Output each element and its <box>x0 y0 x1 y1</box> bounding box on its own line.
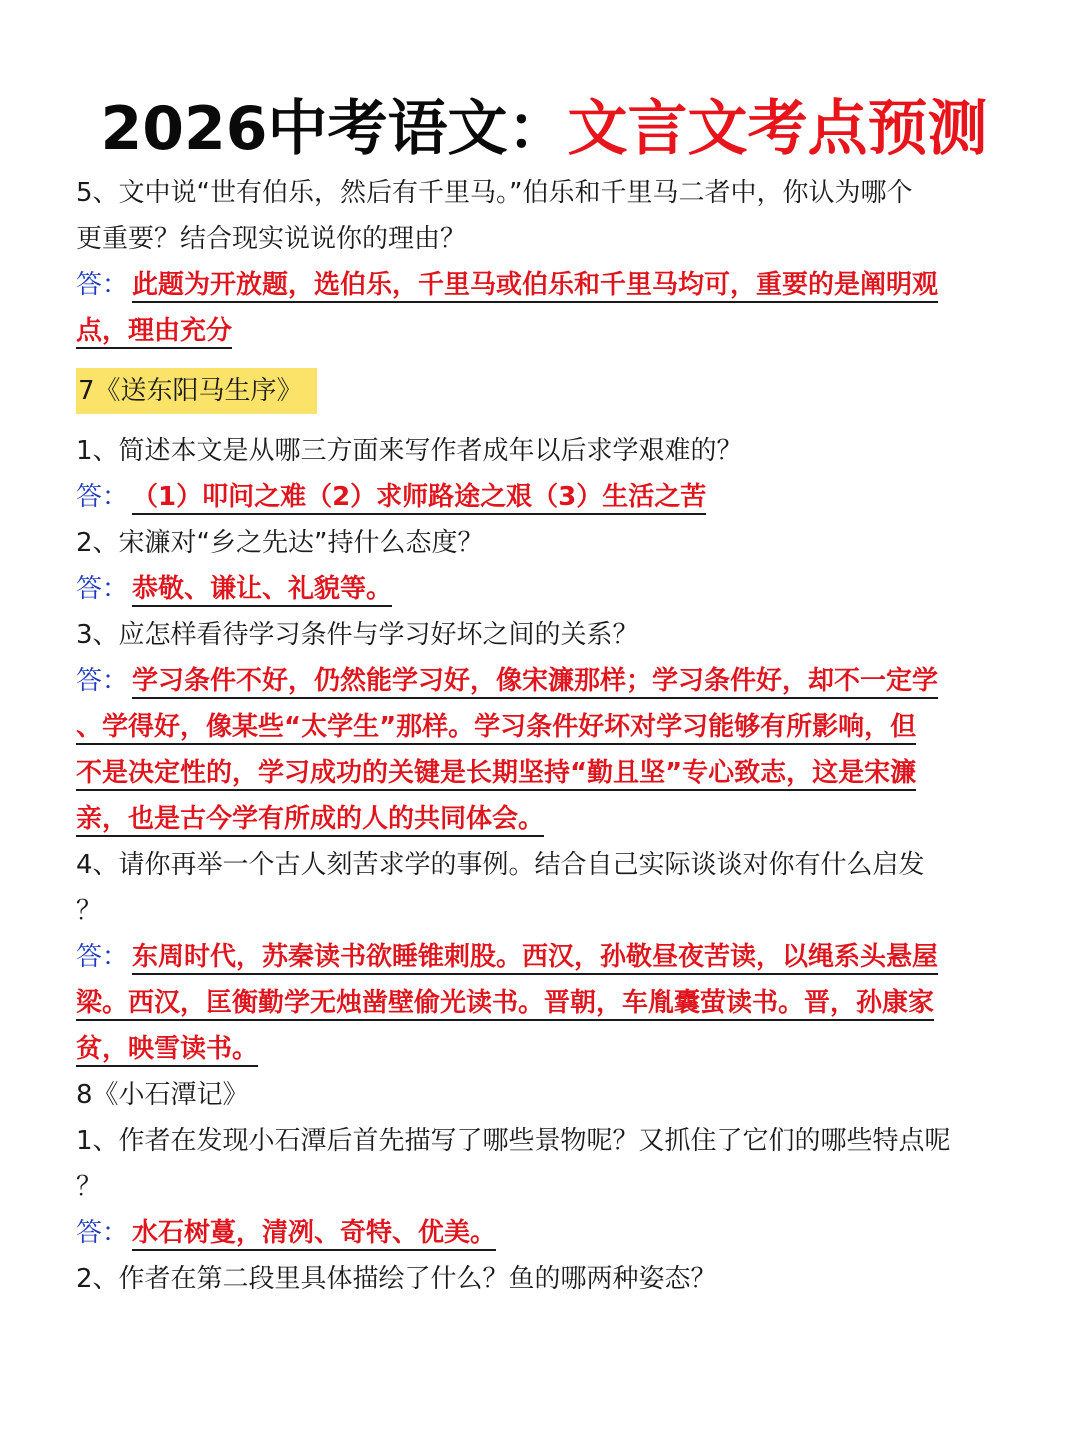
answer-line <box>76 308 1012 354</box>
answer-text: 梁。西汉，匡衡勤学无烛凿壁偷光读书。晋朝，车胤囊萤读书。晋，孙康家 <box>76 988 934 1021</box>
question-line: 4、请你再举一个古人刻苦求学的事例。结合自己实际谈谈对你有什么启发 <box>76 850 925 880</box>
section-header-7 <box>76 368 1012 414</box>
answer-line <box>76 934 1012 980</box>
answer-text: 、学得好，像某些“太学生”那样。学习条件好坏对学习能够有所影响，但 <box>76 712 916 745</box>
answer-label: 答： <box>76 1218 129 1248</box>
question-line: 5、文中说“世有伯乐，然后有千里马。”伯乐和千里马二者中，你认为哪个 <box>76 178 913 208</box>
answer-label: 答： <box>76 942 129 972</box>
answer-text: 贫，映雪读书。 <box>76 1034 258 1067</box>
answer-text: 亲，也是古今学有所成的人的共同体会。 <box>76 804 544 837</box>
answer-line <box>76 1210 1012 1256</box>
question-line: 1、简述本文是从哪三方面来写作者成年以后求学艰难的？ <box>76 436 743 466</box>
title-red-part: 文言文考点预测 <box>567 94 988 164</box>
answer-label: 答： <box>76 482 129 512</box>
answer-line <box>76 474 1012 520</box>
page-title <box>76 0 1012 170</box>
answer-label: 答： <box>76 666 129 696</box>
question-line: 更重要？结合现实说说你的理由？ <box>76 224 467 254</box>
section-title: 8《小石潭记》 <box>76 1080 249 1110</box>
answer-text: 点，理由充分 <box>76 316 232 349</box>
question-line: 1、作者在发现小石潭后首先描写了哪些景物呢？又抓住了它们的哪些特点呢 <box>76 1126 951 1156</box>
question-line: ？ <box>76 896 103 926</box>
question-line: 3、应怎样看待学习条件与学习好坏之间的关系？ <box>76 620 639 650</box>
answer-text: 东周时代，苏秦读书欲睡锥刺股。西汉，孙敬昼夜苦读，以绳系头悬屋 <box>132 942 938 975</box>
answer-line <box>76 796 1012 842</box>
answer-text: 恭敬、谦让、礼貌等。 <box>132 574 392 607</box>
answer-text: 水石树蔓，清冽、奇特、优美。 <box>132 1218 496 1251</box>
question-line: ？ <box>76 1172 103 1202</box>
answer-text: 不是决定性的，学习成功的关键是长期坚持“勤且坚”专心致志，这是宋濂 <box>76 758 916 791</box>
answer-line <box>76 750 1012 796</box>
answer-text: 此题为开放题，选伯乐，千里马或伯乐和千里马均可，重要的是阐明观 <box>132 270 938 303</box>
question-line: 2、作者在第二段里具体描绘了什么？鱼的哪两种姿态？ <box>76 1264 717 1294</box>
question-block-5 <box>76 170 1012 354</box>
title-black-part: 2026中考语文： <box>100 94 568 164</box>
answer-label: 答： <box>76 270 129 300</box>
answer-label: 答： <box>76 574 129 604</box>
answer-line <box>76 704 1012 750</box>
answer-line <box>76 566 1012 612</box>
section-7 <box>76 428 1012 1072</box>
answer-line <box>76 980 1012 1026</box>
answer-text: （1）叩问之难（2）求师路途之艰（3）生活之苦 <box>132 482 706 515</box>
section-title: 7《送东阳马生序》 <box>76 368 317 414</box>
answer-line <box>76 658 1012 704</box>
question-line: 2、宋濂对“乡之先达”持什么态度？ <box>76 528 484 558</box>
answer-line <box>76 1026 1012 1072</box>
answer-text: 学习条件不好，仍然能学习好，像宋濂那样；学习条件好，却不一定学 <box>132 666 938 699</box>
section-8 <box>76 1072 1012 1302</box>
answer-line <box>76 262 1012 308</box>
